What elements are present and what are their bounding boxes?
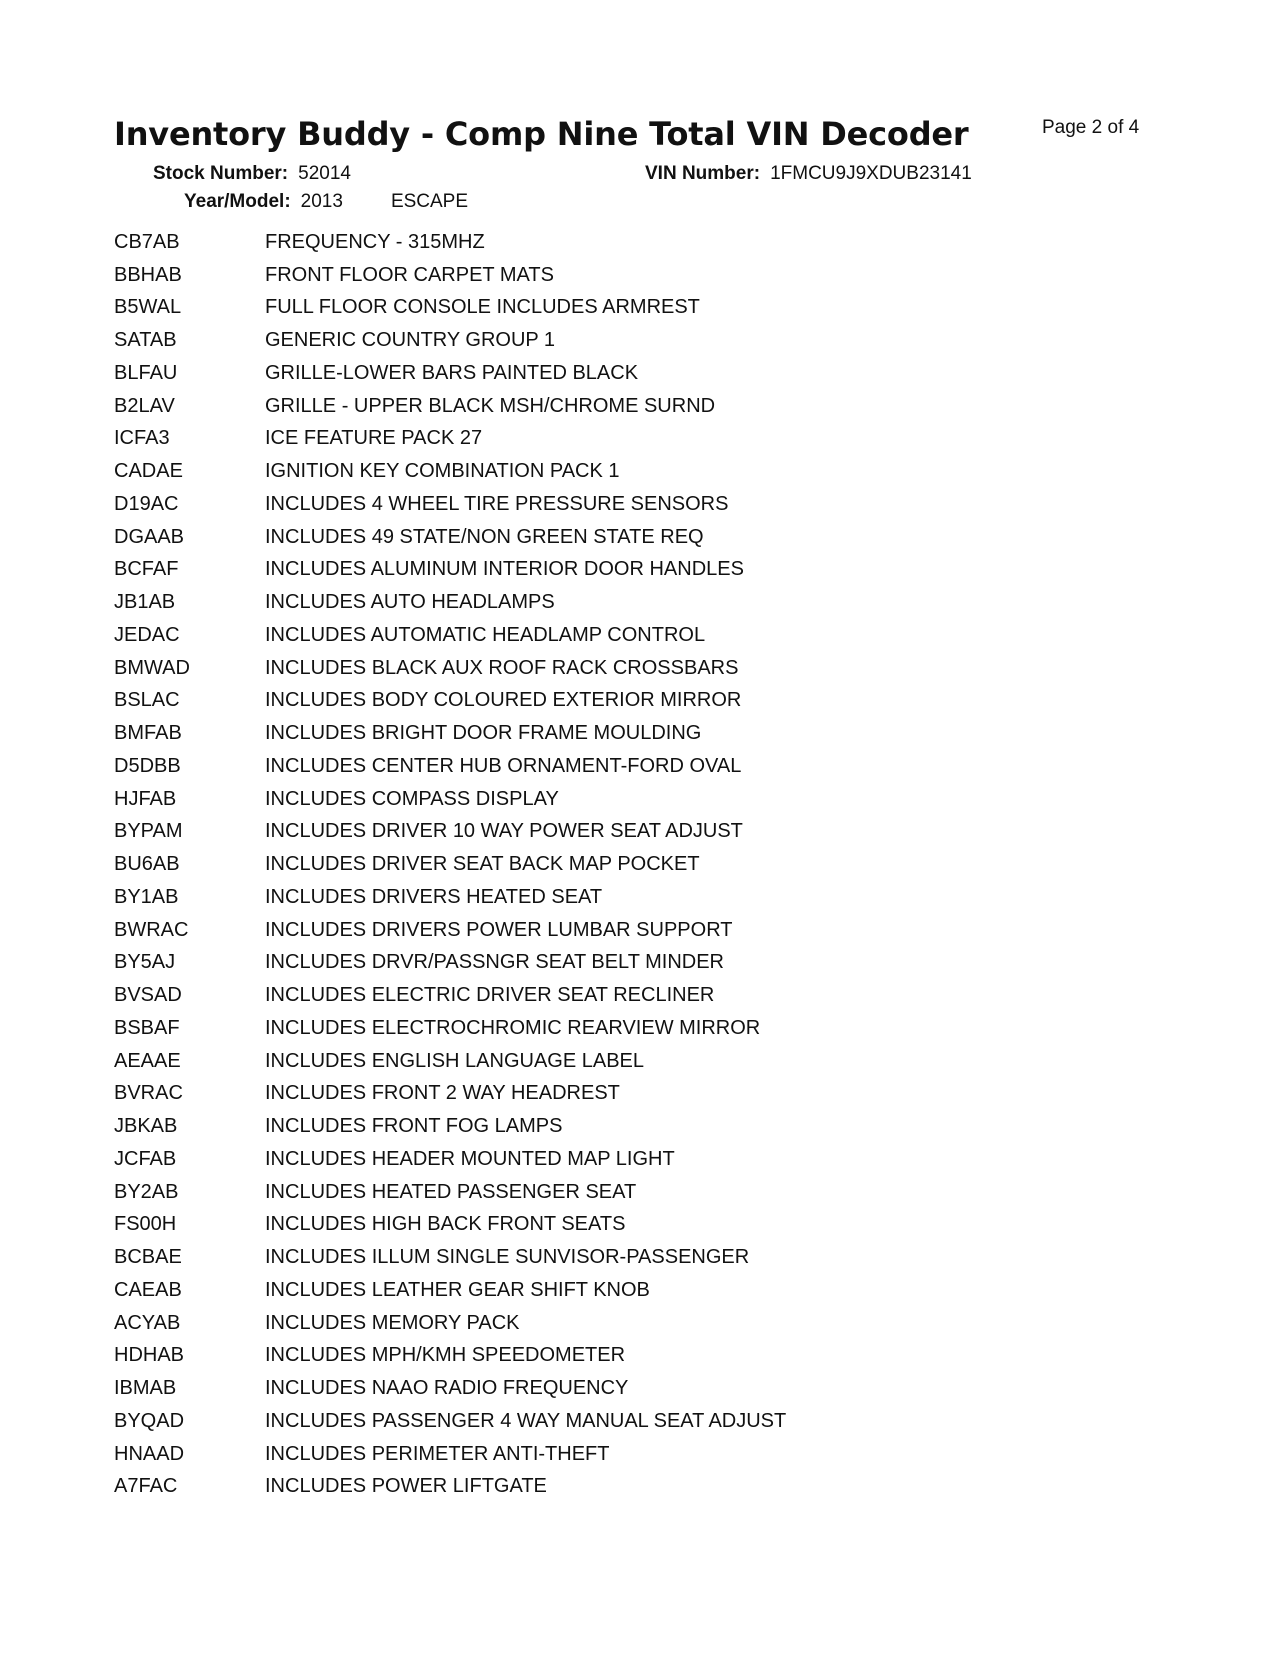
option-row — [114, 521, 786, 554]
option-description: INCLUDES ILLUM SINGLE SUNVISOR-PASSENGER — [265, 1246, 750, 1269]
option-code: IBMAB — [114, 1377, 177, 1400]
stock-number-value: 52014 — [298, 163, 351, 184]
option-description: INCLUDES BODY COLOURED EXTERIOR MIRROR — [265, 689, 742, 712]
option-description: INCLUDES DRVR/PASSNGR SEAT BELT MINDER — [265, 951, 724, 974]
option-code: CADAE — [114, 460, 183, 483]
option-description: INCLUDES NAAO RADIO FREQUENCY — [265, 1377, 629, 1400]
option-code: A7FAC — [114, 1475, 178, 1498]
option-code: BCFAF — [114, 558, 179, 581]
option-code: CAEAB — [114, 1278, 182, 1301]
option-description: INCLUDES DRIVERS POWER LUMBAR SUPPORT — [265, 918, 733, 941]
option-row — [114, 423, 786, 456]
option-row — [114, 324, 786, 357]
option-description: INCLUDES ELECTRIC DRIVER SEAT RECLINER — [265, 984, 715, 1007]
option-code: BBHAB — [114, 263, 182, 286]
option-code: BSBAF — [114, 1016, 180, 1039]
year-model-row — [184, 189, 468, 215]
option-description: IGNITION KEY COMBINATION PACK 1 — [265, 460, 620, 483]
option-row — [114, 1405, 786, 1438]
option-row — [114, 586, 786, 619]
option-code: BY5AJ — [114, 951, 176, 974]
option-description: INCLUDES MEMORY PACK — [265, 1311, 520, 1334]
option-description: INCLUDES 4 WHEEL TIRE PRESSURE SENSORS — [265, 492, 729, 515]
option-description: INCLUDES HEADER MOUNTED MAP LIGHT — [265, 1147, 675, 1170]
option-row — [114, 1012, 786, 1045]
option-code: BVRAC — [114, 1082, 183, 1105]
option-row — [114, 947, 786, 980]
option-row — [114, 816, 786, 849]
option-row — [114, 979, 786, 1012]
option-code: BU6AB — [114, 853, 180, 876]
option-row — [114, 881, 786, 914]
option-code: JEDAC — [114, 623, 180, 646]
option-description: INCLUDES AUTO HEADLAMPS — [265, 591, 555, 614]
option-row — [114, 1110, 786, 1143]
option-code: BCBAE — [114, 1246, 182, 1269]
option-description: FRONT FLOOR CARPET MATS — [265, 263, 554, 286]
option-description: INCLUDES BLACK AUX ROOF RACK CROSSBARS — [265, 656, 739, 679]
option-description: INCLUDES HIGH BACK FRONT SEATS — [265, 1213, 626, 1236]
option-row — [114, 685, 786, 718]
option-row — [114, 357, 786, 390]
option-code: BSLAC — [114, 689, 180, 712]
option-row — [114, 488, 786, 521]
option-description: INCLUDES PERIMETER ANTI-THEFT — [265, 1442, 610, 1465]
option-code: FS00H — [114, 1213, 177, 1236]
option-description: INCLUDES FRONT 2 WAY HEADREST — [265, 1082, 620, 1105]
option-description: GENERIC COUNTRY GROUP 1 — [265, 329, 556, 352]
option-description: INCLUDES AUTOMATIC HEADLAMP CONTROL — [265, 623, 706, 646]
option-description: INCLUDES ALUMINUM INTERIOR DOOR HANDLES — [265, 558, 744, 581]
option-row — [114, 1340, 786, 1373]
option-code: CB7AB — [114, 230, 180, 253]
option-description: ICE FEATURE PACK 27 — [265, 427, 483, 450]
option-description: INCLUDES COMPASS DISPLAY — [265, 787, 559, 810]
option-description: INCLUDES ENGLISH LANGUAGE LABEL — [265, 1049, 645, 1072]
option-code: BYPAM — [114, 820, 183, 843]
stock-number-label: Stock Number: — [153, 163, 289, 184]
document-title: Inventory Buddy - Comp Nine Total VIN Decoder — [114, 115, 969, 153]
option-code: BY2AB — [114, 1180, 179, 1203]
option-description: INCLUDES 49 STATE/NON GREEN STATE REQ — [265, 525, 704, 548]
option-description: INCLUDES PASSENGER 4 WAY MANUAL SEAT ADJUST — [265, 1409, 787, 1432]
option-row — [114, 750, 786, 783]
option-code: BMFAB — [114, 722, 182, 745]
option-row — [114, 292, 786, 325]
option-row — [114, 455, 786, 488]
option-description: INCLUDES MPH/KMH SPEEDOMETER — [265, 1344, 626, 1367]
option-code: HDHAB — [114, 1344, 185, 1367]
option-row — [114, 717, 786, 750]
option-code: SATAB — [114, 329, 177, 352]
option-row — [114, 1143, 786, 1176]
option-code: BY1AB — [114, 885, 179, 908]
option-code: AEAAE — [114, 1049, 181, 1072]
option-code: JCFAB — [114, 1147, 177, 1170]
option-code: JBKAB — [114, 1115, 178, 1138]
vin-number-row — [645, 161, 972, 187]
option-row — [114, 1209, 786, 1242]
option-description: INCLUDES BRIGHT DOOR FRAME MOULDING — [265, 722, 702, 745]
option-description: INCLUDES ELECTROCHROMIC REARVIEW MIRROR — [265, 1016, 761, 1039]
model-value: ESCAPE — [390, 191, 469, 212]
option-code: BMWAD — [114, 656, 190, 679]
option-code-list — [114, 226, 786, 1503]
option-row — [114, 619, 786, 652]
option-code: HJFAB — [114, 787, 177, 810]
option-description: GRILLE - UPPER BLACK MSH/CHROME SURND — [265, 394, 716, 417]
option-row — [114, 1176, 786, 1209]
option-row — [114, 1274, 786, 1307]
option-row — [114, 1307, 786, 1340]
option-description: FREQUENCY - 315MHZ — [265, 230, 485, 253]
option-description: FULL FLOOR CONSOLE INCLUDES ARMREST — [265, 296, 700, 319]
option-row — [114, 652, 786, 685]
option-row — [114, 1045, 786, 1078]
option-code: B5WAL — [114, 296, 182, 319]
option-code: JB1AB — [114, 591, 176, 614]
option-code: BVSAD — [114, 984, 182, 1007]
option-code: D19AC — [114, 492, 179, 515]
option-code: D5DBB — [114, 754, 181, 777]
option-row — [114, 848, 786, 881]
option-code: ICFA3 — [114, 427, 170, 450]
option-row — [114, 1438, 786, 1471]
option-code: BWRAC — [114, 918, 189, 941]
option-description: INCLUDES CENTER HUB ORNAMENT-FORD OVAL — [265, 754, 742, 777]
option-code: ACYAB — [114, 1311, 181, 1334]
option-row — [114, 1372, 786, 1405]
option-code: BYQAD — [114, 1409, 185, 1432]
option-row — [114, 390, 786, 423]
vin-number-value: 1FMCU9J9XDUB23141 — [770, 163, 972, 184]
option-row — [114, 554, 786, 587]
option-row — [114, 226, 786, 259]
option-code: DGAAB — [114, 525, 185, 548]
vin-number-label: VIN Number: — [645, 163, 761, 184]
year-value: 2013 — [300, 191, 343, 212]
option-row — [114, 1241, 786, 1274]
option-code: B2LAV — [114, 394, 175, 417]
stock-number-row — [153, 161, 351, 187]
option-code: HNAAD — [114, 1442, 185, 1465]
option-description: INCLUDES FRONT FOG LAMPS — [265, 1115, 563, 1138]
option-description: INCLUDES DRIVER SEAT BACK MAP POCKET — [265, 853, 700, 876]
option-description: INCLUDES POWER LIFTGATE — [265, 1475, 547, 1498]
option-row — [114, 1078, 786, 1111]
option-row — [114, 783, 786, 816]
option-code: BLFAU — [114, 361, 178, 384]
page-number: Page 2 of 4 — [1042, 117, 1140, 138]
option-row — [114, 1471, 786, 1504]
option-description: INCLUDES LEATHER GEAR SHIFT KNOB — [265, 1278, 650, 1301]
option-description: INCLUDES DRIVER 10 WAY POWER SEAT ADJUST — [265, 820, 743, 843]
year-model-label: Year/Model: — [184, 191, 291, 212]
option-description: INCLUDES DRIVERS HEATED SEAT — [265, 885, 603, 908]
option-description: INCLUDES HEATED PASSENGER SEAT — [265, 1180, 637, 1203]
option-description: GRILLE-LOWER BARS PAINTED BLACK — [265, 361, 639, 384]
option-row — [114, 259, 786, 292]
option-row — [114, 914, 786, 947]
